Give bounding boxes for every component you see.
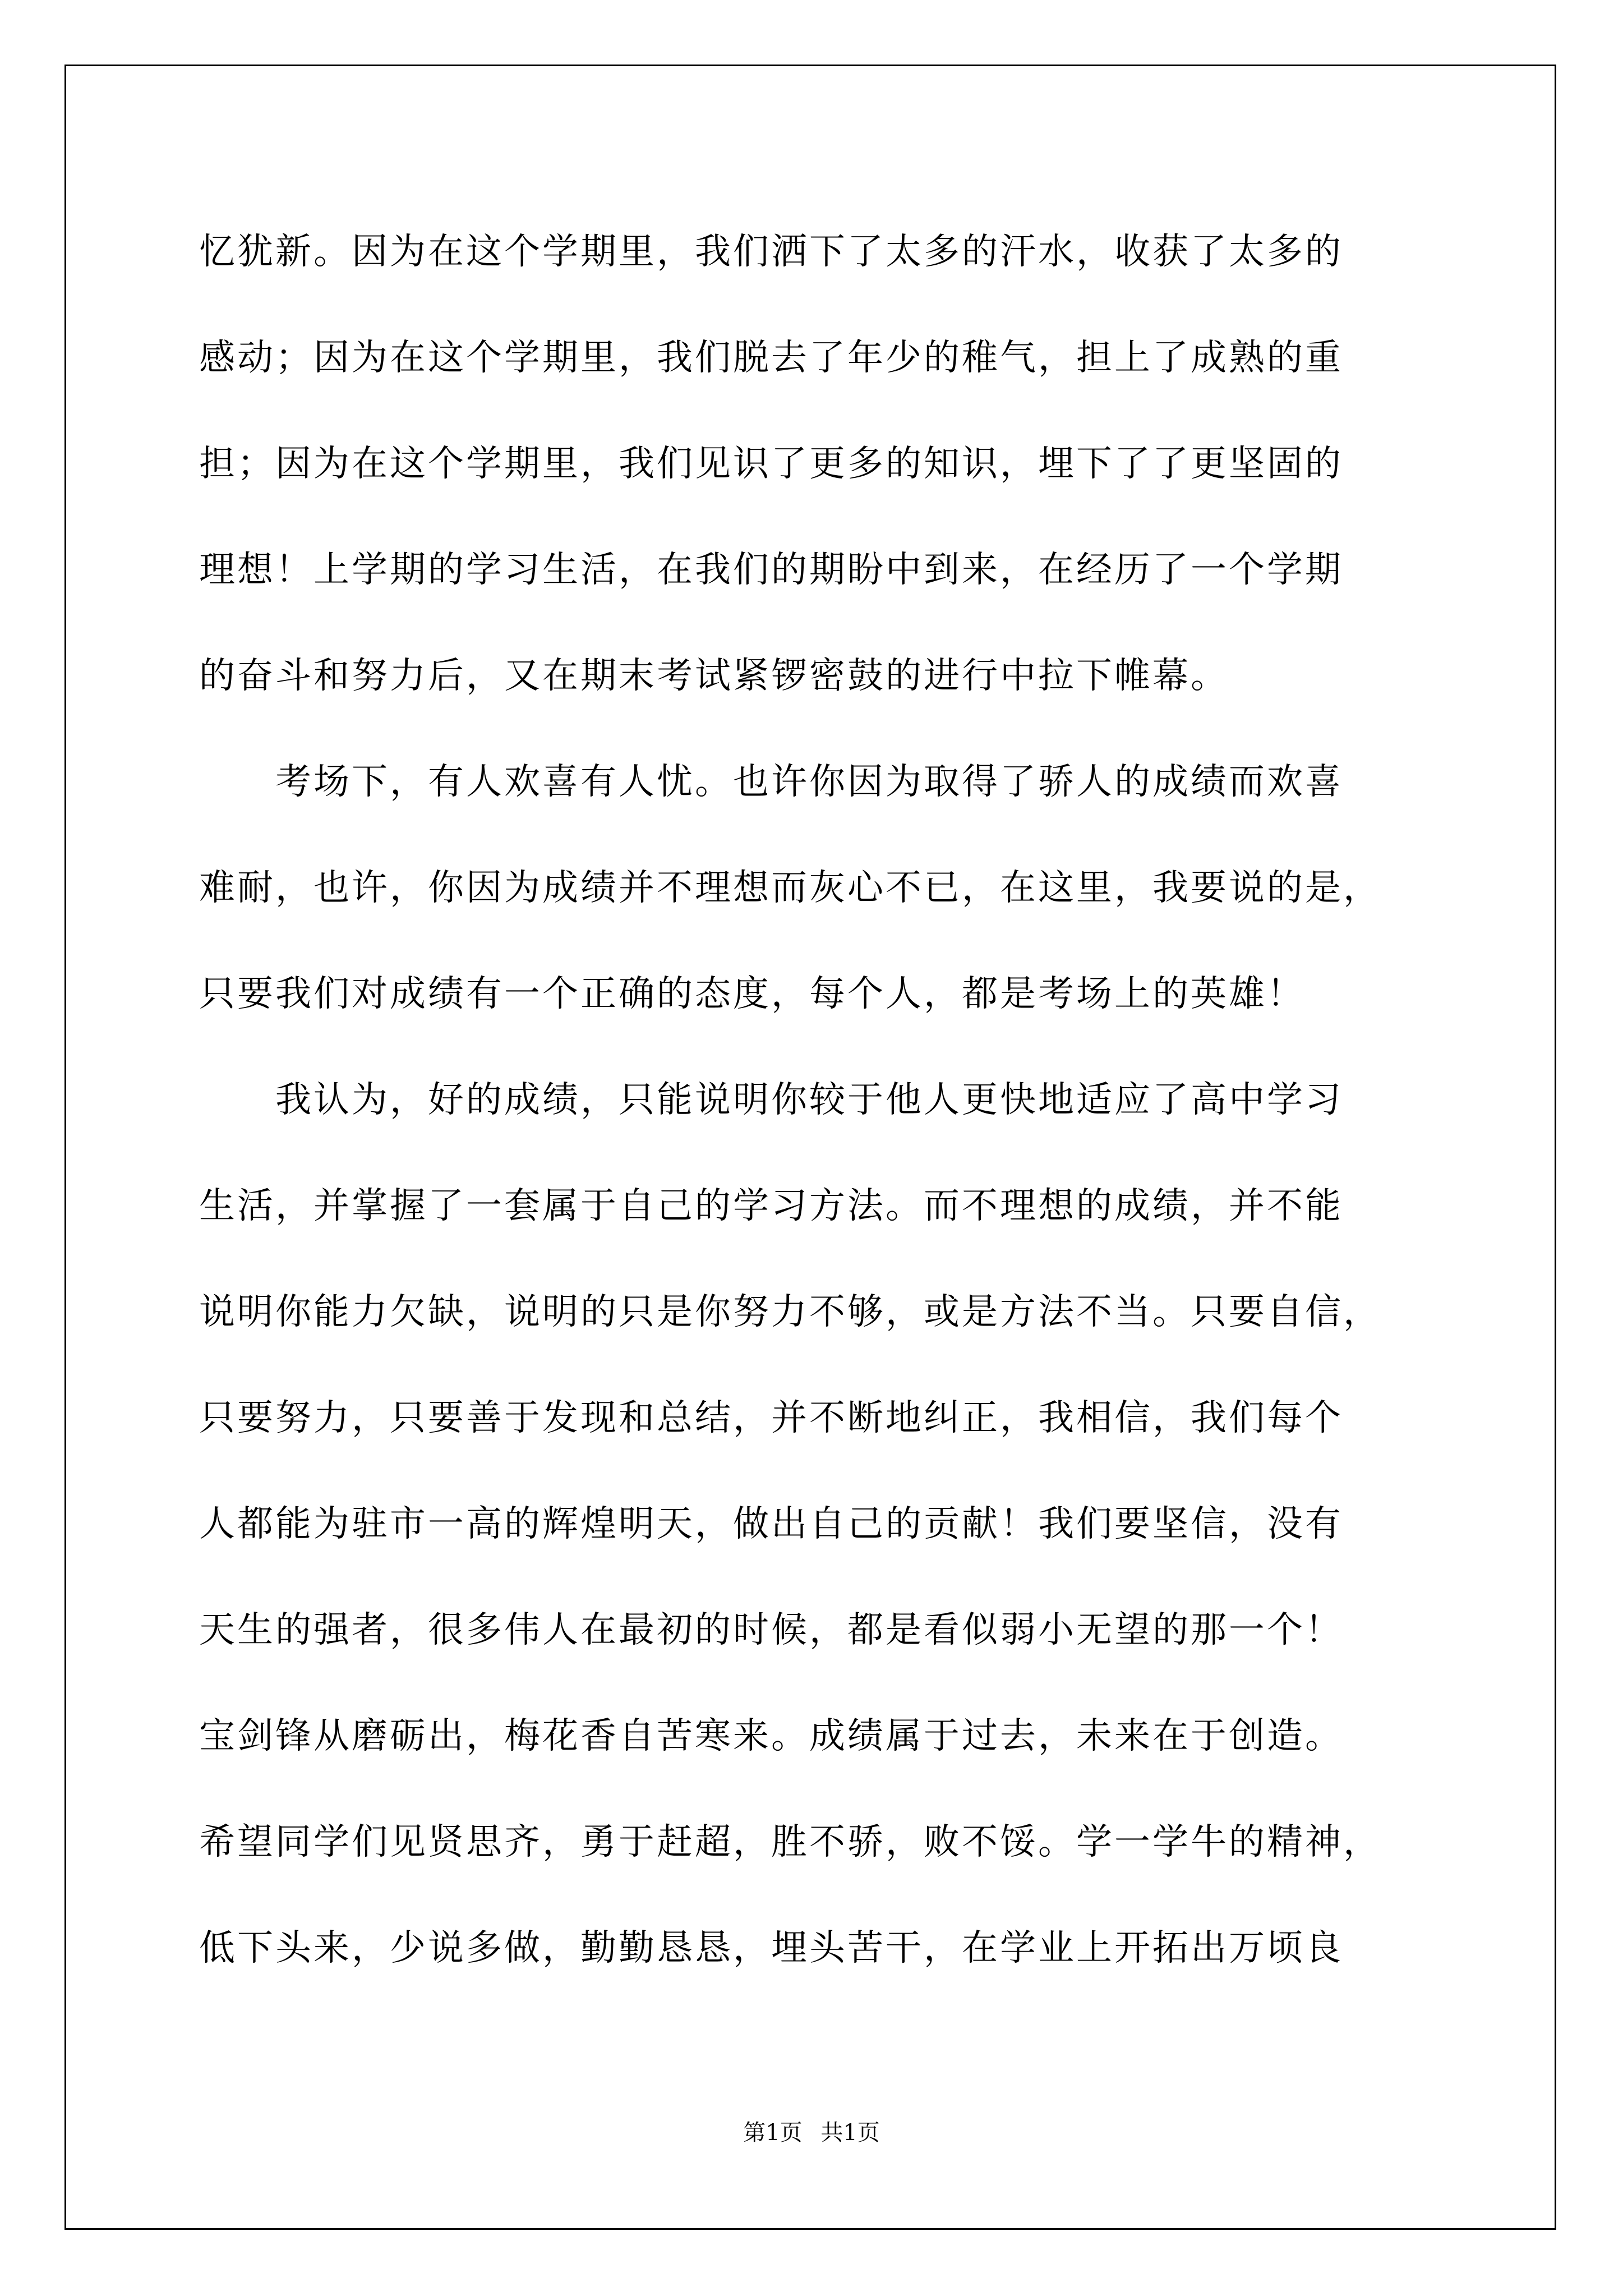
text-line: 生活，并掌握了一套属于自己的学习方法。而不理想的成绩，并不能 <box>199 1185 1343 1227</box>
text-line: 难耐，也许，你因为成绩并不理想而灰心不已，在这里，我要说的是， <box>199 867 1381 909</box>
text-line: 低下头来，少说多做，勤勤恳恳，埋头苦干，在学业上开拓出万顷良 <box>199 1927 1343 1969</box>
total-pages: 共1页 <box>820 2120 880 2146</box>
text-line: 理想！上学期的学习生活，在我们的期盼中到来，在经历了一个学期 <box>199 549 1343 591</box>
text-line: 的奋斗和努力后，又在期末考试紧锣密鼓的进行中拉下帷幕。 <box>199 655 1229 697</box>
text-line: 说明你能力欠缺，说明的只是你努力不够，或是方法不当。只要自信， <box>199 1291 1381 1333</box>
text-line: 考场下，有人欢喜有人忧。也许你因为取得了骄人的成绩而欢喜 <box>199 761 1343 803</box>
text-line: 宝剑锋从磨砺出，梅花香自苦寒来。成绩属于过去，未来在于创造。 <box>199 1715 1343 1757</box>
text-line: 天生的强者，很多伟人在最初的时候，都是看似弱小无望的那一个！ <box>199 1609 1343 1651</box>
text-line: 忆犹新。因为在这个学期里，我们洒下了太多的汗水，收获了太多的 <box>199 231 1343 273</box>
text-line: 担；因为在这个学期里，我们见识了更多的知识，埋下了了更坚固的 <box>199 443 1343 485</box>
text-line: 只要努力，只要善于发现和总结，并不断地纠正，我相信，我们每个 <box>199 1397 1343 1439</box>
text-line: 只要我们对成绩有一个正确的态度，每个人，都是考场上的英雄！ <box>199 973 1305 1015</box>
page-number: 第1页 <box>743 2120 803 2146</box>
document-body <box>199 199 1455 2001</box>
text-line: 我认为，好的成绩，只能说明你较于他人更快地适应了高中学习 <box>199 1079 1343 1121</box>
text-line: 人都能为驻市一高的辉煌明天，做出自己的贡献！我们要坚信，没有 <box>199 1503 1343 1545</box>
text-line: 感动；因为在这个学期里，我们脱去了年少的稚气，担上了成熟的重 <box>199 337 1343 379</box>
page-footer <box>0 2115 1623 2147</box>
text-line: 希望同学们见贤思齐，勇于赶超，胜不骄，败不馁。学一学牛的精神， <box>199 1821 1381 1863</box>
